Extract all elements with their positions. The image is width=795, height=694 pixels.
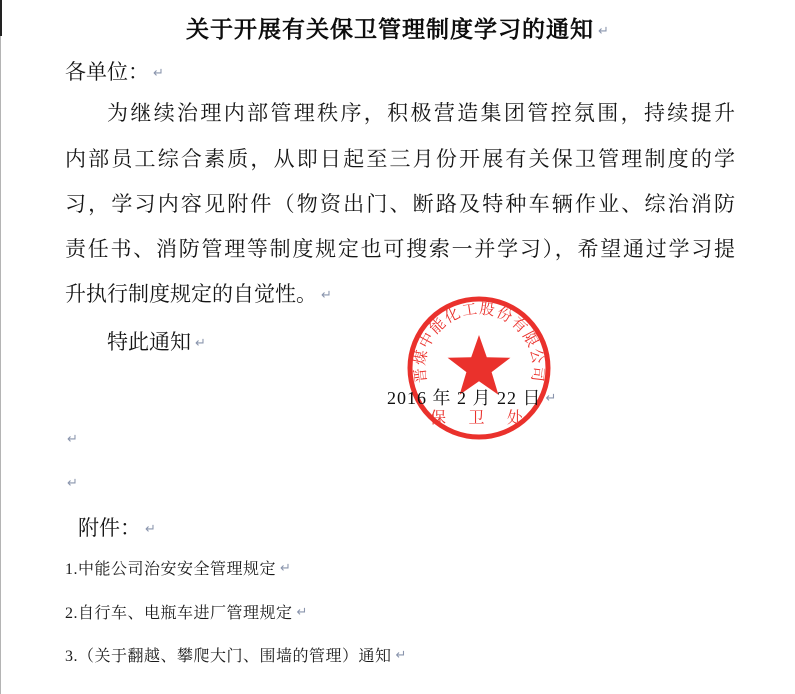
salutation-text: 各单位： bbox=[65, 60, 149, 84]
date-line bbox=[387, 384, 556, 410]
body-line: 习，学习内容见附件（物资出门、断路及特种车辆作业、综治消防 bbox=[65, 192, 735, 216]
attachment-item-text: 2.自行车、电瓶车进厂管理规定 bbox=[65, 605, 293, 622]
attachments-label-text: 附件： bbox=[78, 516, 141, 540]
window-left-border bbox=[0, 0, 1, 694]
notice-title bbox=[0, 11, 795, 44]
paragraph-mark-icon: ↵ bbox=[67, 432, 78, 447]
paragraph-mark-icon: ↵ bbox=[321, 288, 332, 303]
attachment-item-text: 1.中能公司治安安全管理规定 bbox=[65, 561, 277, 578]
paragraph-mark-icon: ↵ bbox=[545, 391, 557, 406]
seal-company-text: 晋煤中能化工股份有限公司 bbox=[411, 300, 547, 384]
paragraph-mark-icon: ↵ bbox=[67, 476, 78, 491]
paragraph-mark-icon: ↵ bbox=[145, 522, 156, 537]
body-line: 责任书、消防管理等制度规定也可搜索一并学习），希望通过学习提 bbox=[65, 237, 735, 261]
paragraph-mark-icon: ↵ bbox=[296, 605, 308, 620]
paragraph-mark-icon: ↵ bbox=[280, 561, 291, 576]
paragraph-mark-icon: ↵ bbox=[195, 336, 206, 351]
closing-text: 特此通知 bbox=[107, 330, 191, 354]
official-seal bbox=[405, 292, 553, 446]
body-line bbox=[65, 281, 735, 309]
paragraph-mark-icon: ↵ bbox=[395, 648, 407, 663]
notice-title-text: 关于开展有关保卫管理制度学习的通知 bbox=[186, 16, 595, 42]
body-line-text: 升执行制度规定的自觉性。 bbox=[65, 282, 317, 306]
seal-department-text: 保 卫 处 bbox=[430, 410, 532, 427]
body-line: 内部员工综合素质，从即日起至三月份开展有关保卫管理制度的学 bbox=[65, 147, 735, 171]
paragraph-mark-icon: ↵ bbox=[598, 24, 609, 39]
salutation-line bbox=[65, 56, 164, 86]
attachment-item bbox=[65, 556, 291, 579]
attachment-item bbox=[65, 600, 307, 623]
body-line: 为继续治理内部管理秩序，积极营造集团管控氛围，持续提升 bbox=[107, 101, 735, 125]
attachment-item-text: 3.（关于翻越、攀爬大门、围墙的管理）通知 bbox=[65, 648, 392, 665]
date-text: 2016 年 2 月 22 日 bbox=[387, 388, 542, 408]
attachments-label bbox=[78, 512, 156, 542]
attachment-item bbox=[65, 643, 406, 666]
paragraph-mark-icon: ↵ bbox=[153, 66, 164, 81]
closing-line bbox=[107, 326, 206, 356]
